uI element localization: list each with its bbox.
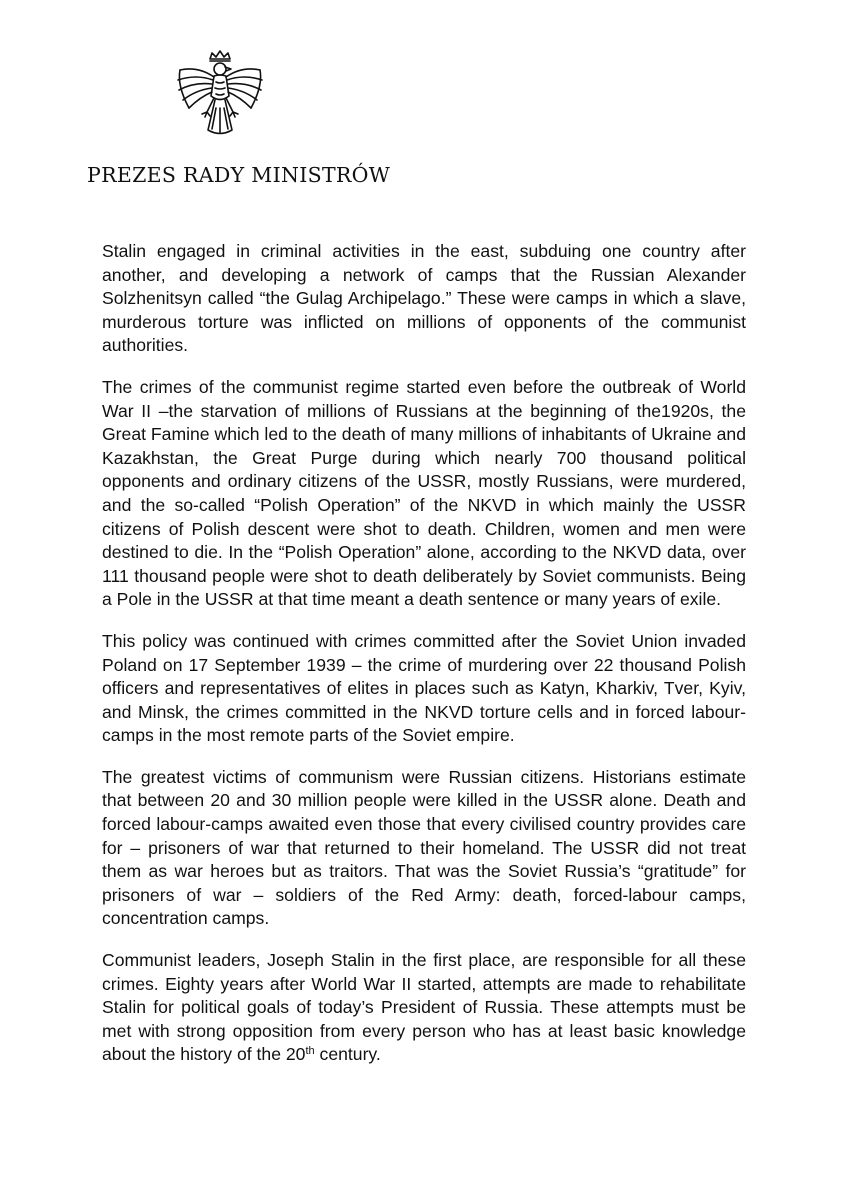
paragraph-3: This policy was continued with crimes committed after the Soviet Union invaded Poland on 17 September 1939 – the crime of murdering over 22 thousand Polish officers and representatives of elites in places such as Katyn, Kharkiv, Tver, Kyiv, and Minsk, the crimes committed in the NKVD torture cells and in forced labour-camps in the most remote parts of the Soviet empire. [102,630,746,746]
office-title: PREZES RADY MINISTRÓW [87,163,391,187]
ordinal-superscript: th [305,1045,315,1058]
paragraph-5 [102,949,746,1067]
letter-body [102,240,746,1085]
paragraph-2: The crimes of the communist regime started even before the outbreak of World War II –the starvation of millions of Russians at the beginning of the1920s, the Great Famine which led to the death of many millions of inhabitants of Ukraine and Kazakhstan, the Great Purge during which nearly 700 thousand political opponents and ordinary citizens of the USSR, mostly Russians, were murdered, and the so-called “Polish Operation” of the NKVD in which mainly the USSR citizens of Polish descent were shot to death. Children, women and men were destined to die. In the “Polish Operation” alone, according to the NKVD data, over 111 thousand people were shot to death deliberately by Soviet communists. Being a Pole in the USSR at that time meant a death sentence or many years of exile. [102,376,746,610]
paragraph-1: Stalin engaged in criminal activities in the east, subduing one country after another, and developing a network of camps that the Russian Alexander Solzhenitsyn called “the Gulag Archipelago.” These were camps in which a slave, murderous torture was inflicted on millions of opponents of the communist authorities. [102,241,746,356]
polish-white-eagle-emblem-icon [172,50,268,150]
paragraph-5-ending: century. [314,1044,381,1065]
paragraph-4: The greatest victims of communism were Russian citizens. Historians estimate that between 20 and 30 million people were killed in the USSR alone. Death and forced labour-camps awaited even those that every civilised country provides care for – prisoners of war that returned to their homeland. The USSR did not treat them as war heroes but as traitors. That was the Soviet Russia’s “gratitude” for prisoners of war – soldiers of the Red Army: death, forced-labour camps, concentration camps. [102,766,746,929]
paragraph-5-text: Communist leaders, Joseph Stalin in the first place, are responsible for all these crimes. Eighty years after World War II started, attempts are made to rehabilitate Stalin for political goals of today’s President of Russia. These attempts must be met with strong opposition from every person who has at least basic knowledge about the history of the 20 [102,950,746,1065]
